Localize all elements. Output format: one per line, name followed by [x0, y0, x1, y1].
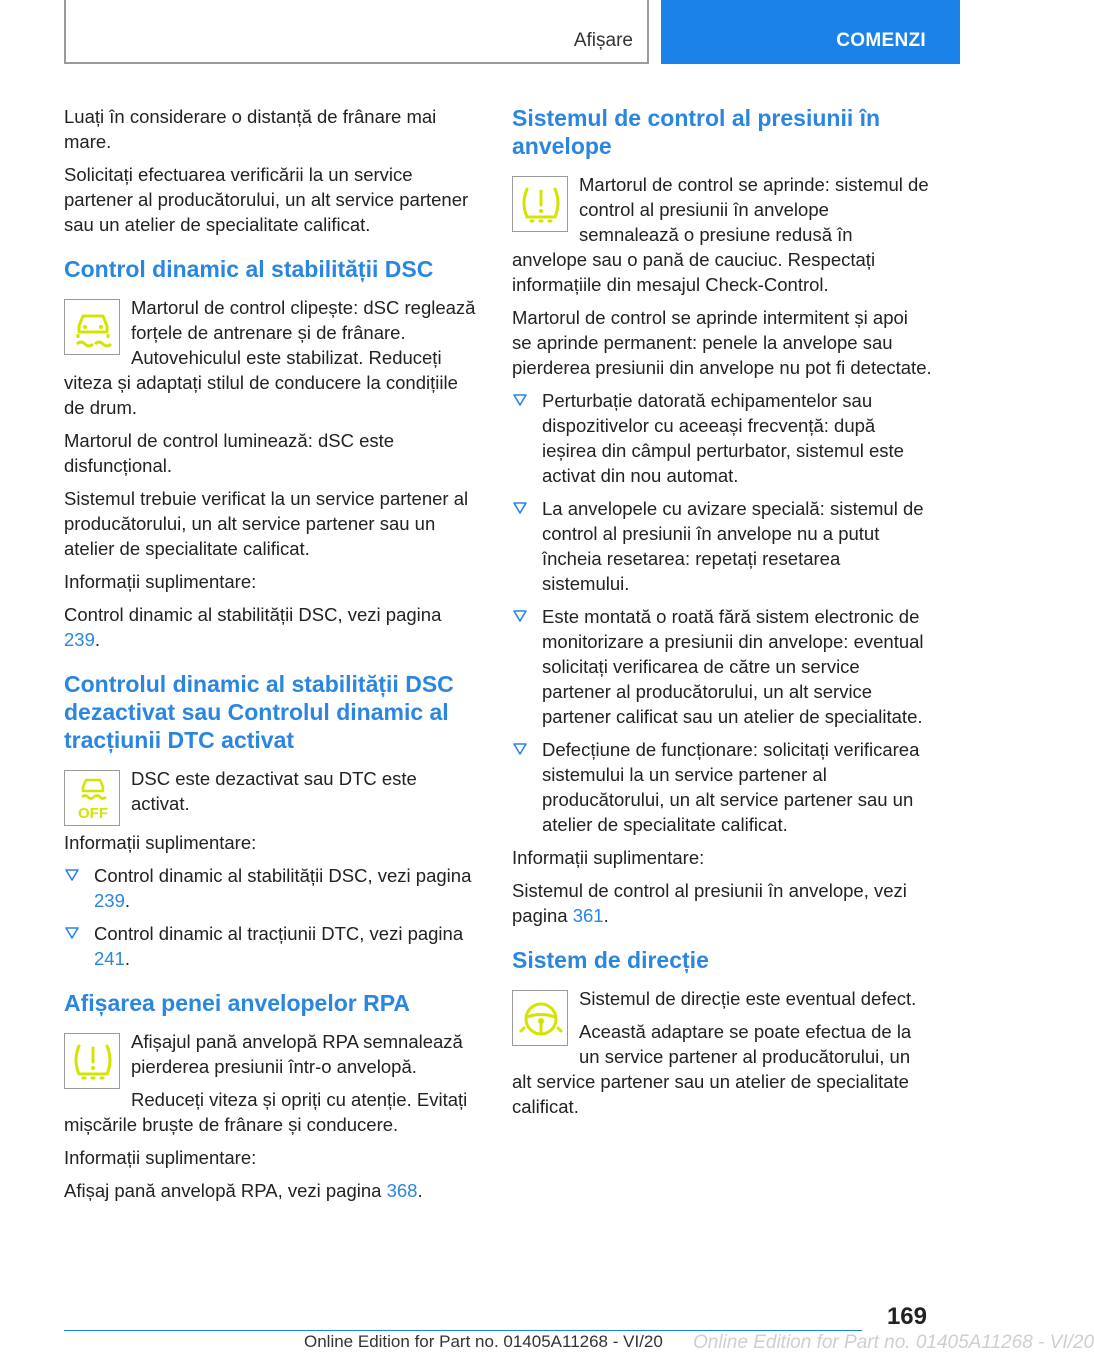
dsc-paragraph-4: Informații suplimentare:	[64, 571, 257, 592]
triangle-bullet-icon	[512, 392, 528, 408]
rpa-ref-text: Afișaj pană anvelopă RPA, vezi pagina	[64, 1180, 387, 1201]
rpa-ref-end: .	[417, 1180, 423, 1201]
header-tab-label: COMENZI	[836, 30, 926, 51]
tpms-list	[512, 388, 932, 837]
dsc-heading: Control dinamic al stabilității DSC	[64, 256, 434, 282]
footer-edition-text: Online Edition for Part no. 01405A11268 - VI/20	[304, 1332, 663, 1351]
footer-divider	[64, 1330, 862, 1331]
triangle-bullet-icon	[512, 500, 528, 516]
left-column	[64, 104, 480, 1211]
triangle-bullet-icon	[512, 741, 528, 757]
tpms-paragraph-1: Martorul de control se aprinde: sistemul de control al presiunii în anvelope semnalează o presiune redusă în anvelope sau o pană de cauciuc. Respectați informațiile din mesajul Check-Control.	[512, 174, 929, 295]
tire-pressure-warning-icon	[64, 1033, 120, 1089]
steering-paragraph-2: Această adaptare se poate efectua de la un service partener al producătorului, un alt service partener sau un atelier de specialitate calificat.	[512, 1021, 912, 1117]
intro-paragraph-2: Solicitați efectuarea verificării la un service partener al producătorului, un alt service partener sau un atelier de specialitate calificat.	[64, 164, 469, 235]
rpa-paragraph-3: Informații suplimentare:	[64, 1147, 257, 1168]
dsc-paragraph-3: Sistemul trebuie verificat la un service partener al producătorului, un alt service partener sau un atelier de specialitate calificat.	[64, 488, 469, 559]
dsc-off-icon-label: OFF	[78, 805, 108, 822]
dsc-page-link[interactable]: 239	[64, 629, 95, 650]
list-item	[64, 921, 480, 971]
tpms-paragraph-4	[512, 878, 932, 928]
list-item-text: Este montată o roată fără sistem electronic de monitorizare a presiunii din anvelope: eventual solicitați verificarea de către un service partener al producătorului, un alt service partener calificat sau un atelier de specialitate.	[542, 606, 924, 727]
list-item-end: .	[124, 948, 131, 969]
rpa-paragraph-1: Afișajul pană anvelopă RPA semnalează pierderea presiunii într-o anvelopă.	[131, 1031, 463, 1077]
list-item	[512, 388, 932, 488]
page-number: 169	[886, 1303, 927, 1330]
triangle-bullet-icon	[512, 608, 528, 624]
list-item-text: Control dinamic al tracțiunii DTC, vezi pagina	[94, 923, 464, 944]
dsc-off-heading: Controlul dinamic al stabilității DSC dezactivat sau Controlul dinamic al tracțiunii DTC activat	[64, 671, 454, 753]
tpms-ref-text: Sistemul de control al presiunii în anvelope, vezi pagina	[512, 880, 907, 926]
triangle-bullet-icon	[64, 867, 80, 883]
list-item	[512, 604, 932, 729]
dsc-off-list	[64, 863, 480, 971]
tpms-paragraph-2: Martorul de control se aprinde intermitent și apoi se aprinde permanent: penele la anvelope sau pierderea presiunii din anvelope nu pot fi detectate.	[512, 307, 932, 378]
header-tab-comenzi[interactable]	[661, 0, 960, 64]
dsc-off-paragraph-2: Informații suplimentare:	[64, 832, 257, 853]
triangle-bullet-icon	[64, 925, 80, 941]
list-item	[512, 737, 932, 837]
page-link[interactable]: 241	[94, 948, 125, 969]
dsc-ref-end: .	[94, 629, 101, 650]
watermark: Online Edition for Part no. 01405A11268 - VI/20	[693, 1332, 1094, 1353]
tpms-heading: Sistemul de control al presiunii în anvelope	[512, 105, 881, 159]
tpms-paragraph-3: Informații suplimentare:	[512, 847, 705, 868]
tpms-ref-end: .	[603, 905, 609, 926]
dsc-off-paragraph-1: DSC este dezactivat sau DTC este activat.	[131, 768, 417, 814]
steering-paragraph-1: Sistemul de direcție este eventual defect.	[579, 988, 917, 1009]
page-link[interactable]: 239	[94, 890, 125, 911]
dsc-warning-icon	[64, 299, 120, 355]
tire-pressure-icon	[512, 176, 568, 232]
dsc-off-icon	[64, 770, 120, 826]
tpms-page-link[interactable]: 361	[572, 905, 604, 926]
dsc-paragraph-5	[64, 602, 480, 652]
rpa-paragraph-2: Reduceți viteza și opriți cu atenție. Evitați mișcările bruște de frânare și conducere.	[64, 1089, 468, 1135]
list-item	[64, 863, 480, 913]
list-item-end: .	[124, 890, 131, 911]
rpa-heading: Afișarea penei anvelopelor RPA	[64, 990, 410, 1016]
rpa-page-link[interactable]: 368	[386, 1180, 418, 1201]
steering-heading: Sistem de direcție	[512, 947, 709, 973]
list-item-text: Perturbație datorată echipamentelor sau dispozitivelor cu aceeași frecvență: după ieșirea din câmpul perturbator, sistemul este activat din nou automat.	[542, 390, 904, 486]
list-item-text: Defecțiune de funcționare: solicitați verificarea sistemului la un service partener al producătorului, un alt service partener sau un atelier de specialitate calificat.	[542, 739, 920, 835]
list-item-text: Control dinamic al stabilității DSC, vezi pagina	[94, 865, 472, 886]
dsc-paragraph-2: Martorul de control luminează: dSC este disfuncțional.	[64, 430, 395, 476]
dsc-paragraph-1: Martorul de control clipește: dSC reglează forțele de antrenare și de frânare. Autovehiculul este stabilizat. Reduceți viteza și adaptați stilul de conducere la condițiile de drum.	[64, 297, 476, 418]
rpa-paragraph-4	[64, 1178, 480, 1203]
right-column	[512, 104, 932, 1127]
steering-warning-icon	[512, 990, 568, 1046]
dsc-ref-text: Control dinamic al stabilității DSC, vezi pagina	[64, 604, 442, 625]
header-section-label: Afișare	[573, 30, 633, 51]
header-section-box	[64, 0, 649, 64]
intro-paragraph-1: Luați în considerare o distanță de frânare mai mare.	[64, 106, 437, 152]
list-item-text: La anvelopele cu avizare specială: sistemul de control al presiunii în anvelope nu a putut încheia resetarea: repetați resetarea sistemului.	[542, 498, 924, 594]
list-item	[512, 496, 932, 596]
